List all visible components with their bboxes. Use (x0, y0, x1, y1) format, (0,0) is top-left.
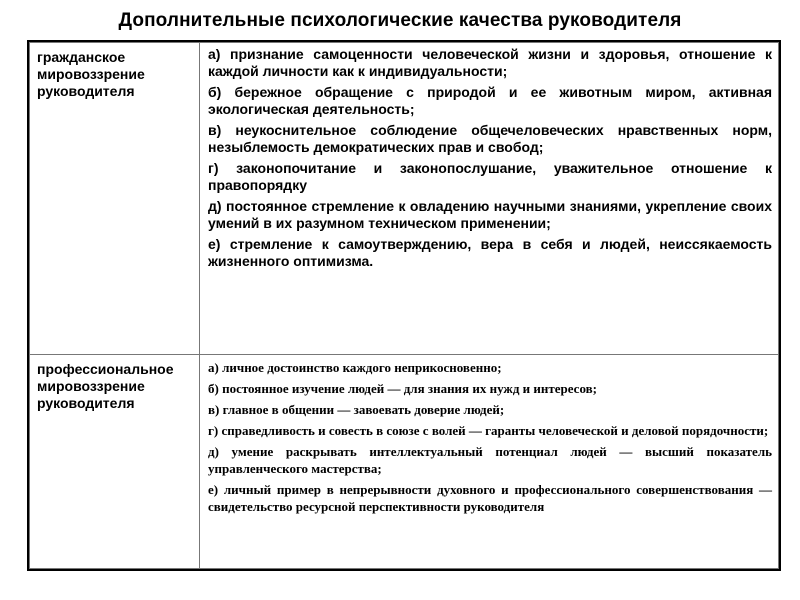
row-items-professional (200, 355, 779, 569)
list-item: в) неукоснительное соблюдение общечеловеческих нравственных норм, незыблемость демократических прав и свобод; (208, 122, 772, 155)
list-item: е) личный пример в непрерывности духовного и профессионального совершенствования — свидетельство ресурсной перспективности руководителя (208, 482, 772, 514)
list-item: б) постоянное изучение людей — для знания их нужд и интересов; (208, 381, 597, 396)
list-item: б) бережное обращение с природой и ее животным миром, активная экологическая деятельность; (208, 84, 772, 117)
list-item: е) стремление к самоутверждению, вера в себя и людей, неиссякаемость жизненного оптимизма. (208, 236, 772, 269)
row-items-civic (200, 43, 779, 355)
list-item: в) главное в общении — завоевать доверие людей; (208, 402, 505, 417)
row-label-civic: гражданское мировоззрение руководителя (30, 43, 200, 355)
row-label-professional: профессиональное мировоззрение руководителя (30, 355, 200, 569)
list-item: г) справедливость и совесть в союзе с волей — гаранты человеческой и деловой порядочности; (208, 423, 769, 438)
list-item: д) умение раскрывать интеллектуальный потенциал людей — высший показатель управленческого мастерства; (208, 444, 772, 476)
list-item: а) личное достоинство каждого неприкосновенно; (208, 360, 502, 375)
qualities-table (27, 40, 781, 571)
list-item: г) законопочитание и законопослушание, уважительное отношение к правопорядку (208, 160, 772, 193)
list-item: д) постоянное стремление к овладению научными знаниями, укрепление своих умений в их разумном техническом применении; (208, 198, 772, 231)
list-item: а) признание самоценности человеческой жизни и здоровья, отношение к каждой личности как к индивидуальности; (208, 46, 772, 79)
table-row (30, 355, 779, 569)
table-row (30, 43, 779, 355)
page-title: Дополнительные психологические качества руководителя (118, 10, 682, 31)
